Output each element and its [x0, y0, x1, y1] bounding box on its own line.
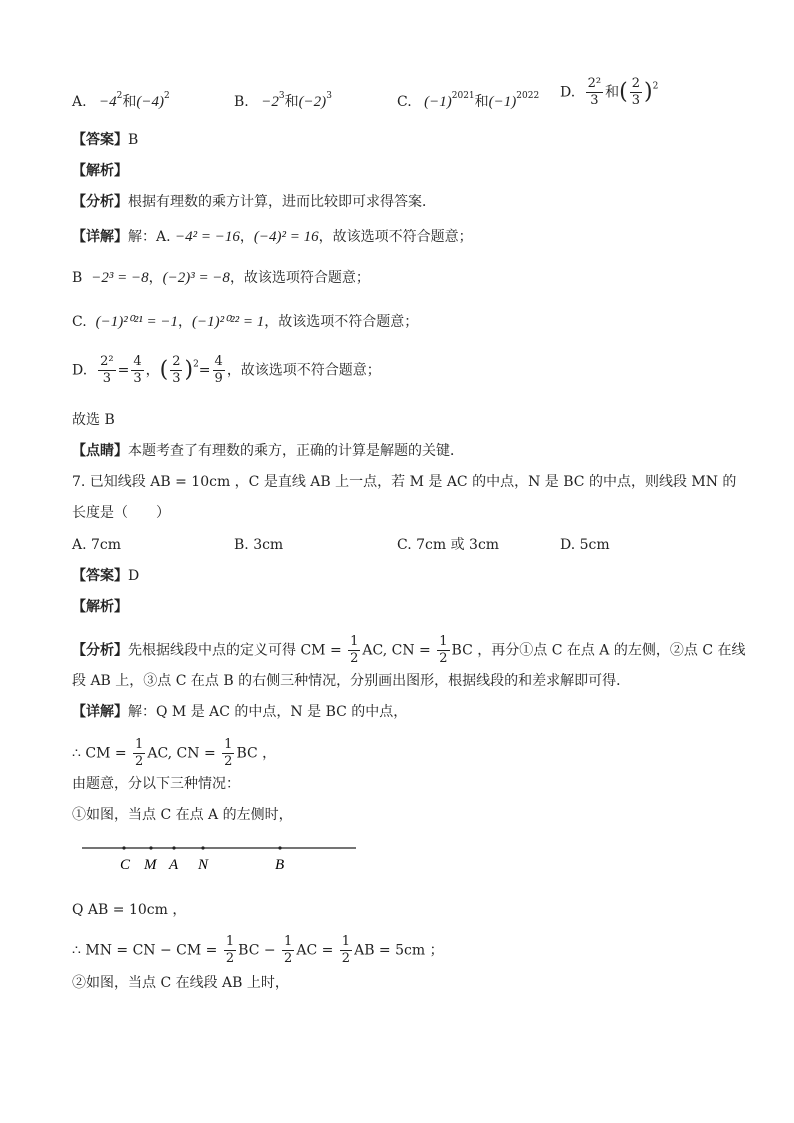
point-n — [201, 846, 204, 849]
label-c: C — [120, 857, 131, 873]
q6-fenxi: 【分析】根据有理数的乘方计算，进而比较即可求得答案． — [72, 194, 436, 210]
q6-detail-c: C. (−1)²⁰²¹ = −1，(−1)²⁰²² = 1，故该选项不符合题意； — [72, 314, 419, 330]
q7-detail-7: ②如图，当点 C 在线段 AB 上时， — [72, 975, 289, 991]
q7-stem-line1: 7. 已知线段 AB = 10cm ，C 是直线 AB 上一点，若 M 是 AC 的中点，N 是 BC 的中点，则线段 MN 的 — [72, 474, 737, 490]
q6-detail-b: B −2³ = −8，(−2)³ = −8，故该选项符合题意； — [72, 270, 370, 286]
q6-option-a: A. $-4^2$和$(-4)^2$ — [72, 91, 170, 110]
q6-detail-a: 【详解】解：A. −4² = −16，(−4)² = 16，故该选项不符合题意； — [72, 229, 473, 245]
q7-detail-3: 由题意，分以下三种情况： — [72, 776, 240, 792]
q6-options-row — [72, 76, 732, 112]
point-b — [278, 846, 281, 849]
q7-answer: 【答案】D — [72, 568, 140, 584]
q6-detail-d: D. $\frac{\text{2²}}{3}$ = $\frac{4}{3}$ ，( $\frac{2}{3}$ )$^2$= $\frac{4}{9}$ ，故该选项不符合题意； — [72, 354, 381, 386]
q7-stem-line2: 长度是（ ） — [72, 505, 170, 521]
q6-option-c: C. $(-1)^{2021}$和$(-1)^{2022}$ — [397, 91, 540, 110]
q7-fenxi-line1: 【分析】先根据线段中点的定义可得 CM = $\frac{1}{2}$ AC, CN = $\frac{1}{2}$ BC ，再分①点 C 在点 A 的左侧，②点 C 在线 — [72, 634, 746, 666]
q7-analysis-tag: 【解析】 — [72, 599, 128, 615]
q7-detail-6: ∴ MN = CN − CM = $\frac{1}{2}$ BC − $\frac{1}{2}$ AC = $\frac{1}{2}$ AB = 5cm ； — [72, 934, 444, 966]
segment-diagram — [82, 838, 358, 878]
point-a — [172, 846, 175, 849]
q7-detail-5: Q AB = 10cm ， — [72, 902, 187, 918]
point-c — [122, 846, 125, 849]
q6-analysis-tag: 【解析】 — [72, 163, 128, 179]
point-m — [149, 846, 152, 849]
q6-option-d: D. $\frac{\text{2²}}{3}$ 和( $\frac{2}{3}$ )$^2$ — [560, 76, 659, 108]
q7-detail-1: 【详解】解：Q M 是 AC 的中点，N 是 BC 的中点， — [72, 704, 408, 720]
q6-dianjing: 【点睛】本题考查了有理数的乘方，正确的计算是解题的关键． — [72, 443, 464, 459]
q7-fenxi-line2: 段 AB 上，③点 C 在点 B 的右侧三种情况，分别画出图形，根据线段的和差求解即可得． — [72, 673, 631, 689]
q6-answer: 【答案】B — [72, 132, 139, 148]
q6-choose: 故选 B — [72, 412, 115, 428]
q7-option-b: B. 3cm — [234, 537, 284, 553]
label-n: N — [198, 857, 209, 873]
q7-option-d: D. 5cm — [560, 537, 610, 553]
q7-detail-4: ①如图，当点 C 在点 A 的左侧时， — [72, 807, 293, 823]
label-b: B — [275, 857, 285, 873]
q7-options-row — [72, 535, 732, 555]
label-m: M — [144, 857, 157, 873]
q6-option-b: B. $-2^3$和$(-2)^3$ — [234, 91, 332, 110]
q7-option-a: A. 7cm — [72, 537, 122, 553]
q7-detail-2: ∴ CM = $\frac{1}{2}$ AC, CN = $\frac{1}{2}$ BC ， — [72, 737, 277, 769]
label-a: A — [169, 857, 179, 873]
q7-option-c: C. 7cm 或 3cm — [397, 537, 500, 553]
